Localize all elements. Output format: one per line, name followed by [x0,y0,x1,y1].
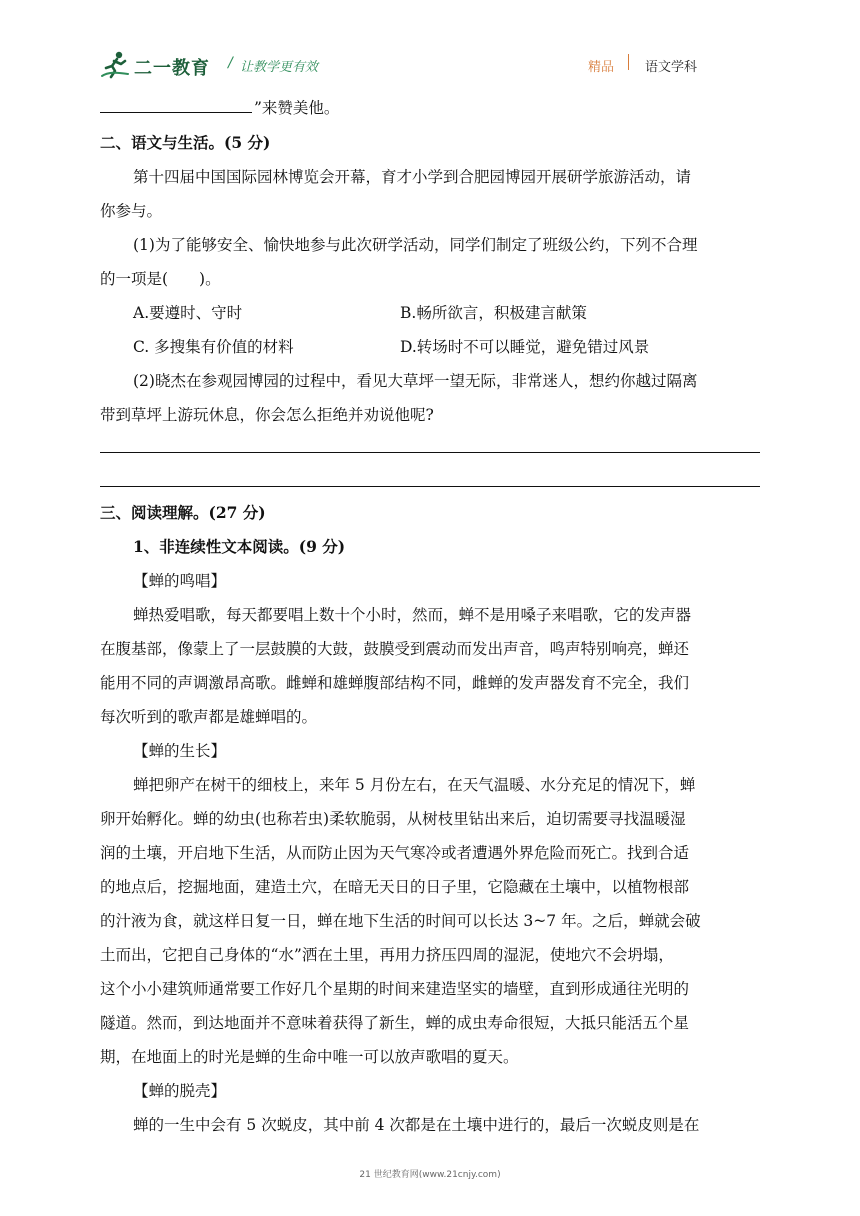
runner-logo-icon [100,50,130,80]
question-1-line: (1)为了能够安全、愉快地参与此次研学活动，同学们制定了班级公约，下列不合理 [133,236,698,254]
paragraph-line: 这个小小建筑师通常要工作好几个星期的时间来建造坚实的墙壁，直到形成通往光明的 [100,980,690,998]
answer-line-text: ”来赞美他。 [254,99,340,117]
paragraph-line: 的汁液为食，就这样日复一日，蝉在地下生活的时间可以长达 3~7 年。之后，蝉就会破 [100,912,701,930]
option-d: D.转场时不可以睡觉，避免错过风景 [400,338,650,356]
article-heading: 【蝉的鸣唱】 [133,572,227,590]
subject-tag: 语文学科 [645,60,698,75]
option-c: C. 多搜集有价值的材料 [133,338,294,356]
article-heading: 【蝉的生长】 [133,742,227,760]
paragraph-line: 土而出，它把自己身体的“水”洒在土里，再用力挤压四周的湿泥，使地穴不会坍塌， [100,946,674,964]
brand-name: 二一教育 [134,58,210,79]
paragraph-line: 卵开始孵化。蝉的幼虫(也称若虫)柔软脆弱，从树枝里钻出来后，迫切需要寻找温暖湿 [100,810,686,828]
section-3-title: 三、阅读理解。(27 分) [100,503,266,522]
option-b: B.畅所欲言，积极建言献策 [400,304,587,322]
paragraph-line: 蝉的一生中会有 5 次蜕皮，其中前 4 次都是在土壤中进行的，最后一次蜕皮则是在 [133,1116,700,1134]
answer-rule[interactable] [100,486,760,487]
option-a: A.要遵时、守时 [133,304,243,322]
question-2-line: 带到草坪上游玩休息，你会怎么拒绝并劝说他呢? [100,406,434,424]
paragraph-line: 每次听到的歌声都是雄蝉唱的。 [100,708,318,726]
premium-tag: 精品 [588,60,615,75]
question-1-line: 的一项是( )。 [100,270,221,288]
paragraph-line: 能用不同的声调激昂高歌。雌蝉和雄蝉腹部结构不同，雌蝉的发声器发育不完全，我们 [100,674,690,692]
question-2-line: (2)晓杰在参观园博园的过程中，看见大草坪一望无际，非常迷人，想约你越过隔离 [133,372,698,390]
paragraph-line: 期，在地面上的时光是蝉的生命中唯一可以放声歌唱的夏天。 [100,1048,519,1066]
answer-line [100,98,339,118]
paragraph-line: 蝉热爱唱歌，每天都要唱上数十个小时，然而，蝉不是用嗓子来唱歌，它的发声器 [133,606,692,624]
section-2-title: 二、语文与生活。(5 分) [100,133,271,152]
paragraph-line: 蝉把卵产在树干的细枝上，来年 5 月份左右，在天气温暖、水分充足的情况下，蝉 [133,776,696,794]
answer-rule[interactable] [100,452,760,453]
article-heading: 【蝉的脱壳】 [133,1082,227,1100]
paragraph-line: 在腹基部，像蒙上了一层鼓膜的大鼓，鼓膜受到震动而发出声音，鸣声特别响亮，蝉还 [100,640,690,658]
brand-slogan: 让教学更有效 [240,60,319,75]
fill-blank[interactable] [100,98,252,113]
page-header [100,44,760,84]
paragraph-line: 的地点后，挖掘地面，建造土穴，在暗无天日的日子里，它隐藏在土壤中，以植物根部 [100,878,690,896]
paragraph-line: 隧道。然而，到达地面并不意味着获得了新生，蝉的成虫寿命很短，大抵只能活五个星 [100,1014,690,1032]
header-slash: / [228,55,233,71]
subsection-1-title: 1、非连续性文本阅读。(9 分) [133,537,346,556]
header-divider [628,54,629,70]
page-footer: 21 世纪教育网(www.21cnjy.com) [359,1170,501,1180]
paragraph-line: 你参与。 [100,202,163,220]
paragraph-line: 润的土壤，开启地下生活，从而防止因为天气寒冷或者遭遇外界危险而死亡。找到合适 [100,844,690,862]
paragraph-line: 第十四届中国国际园林博览会开幕，育才小学到合肥园博园开展研学旅游活动，请 [133,168,692,186]
